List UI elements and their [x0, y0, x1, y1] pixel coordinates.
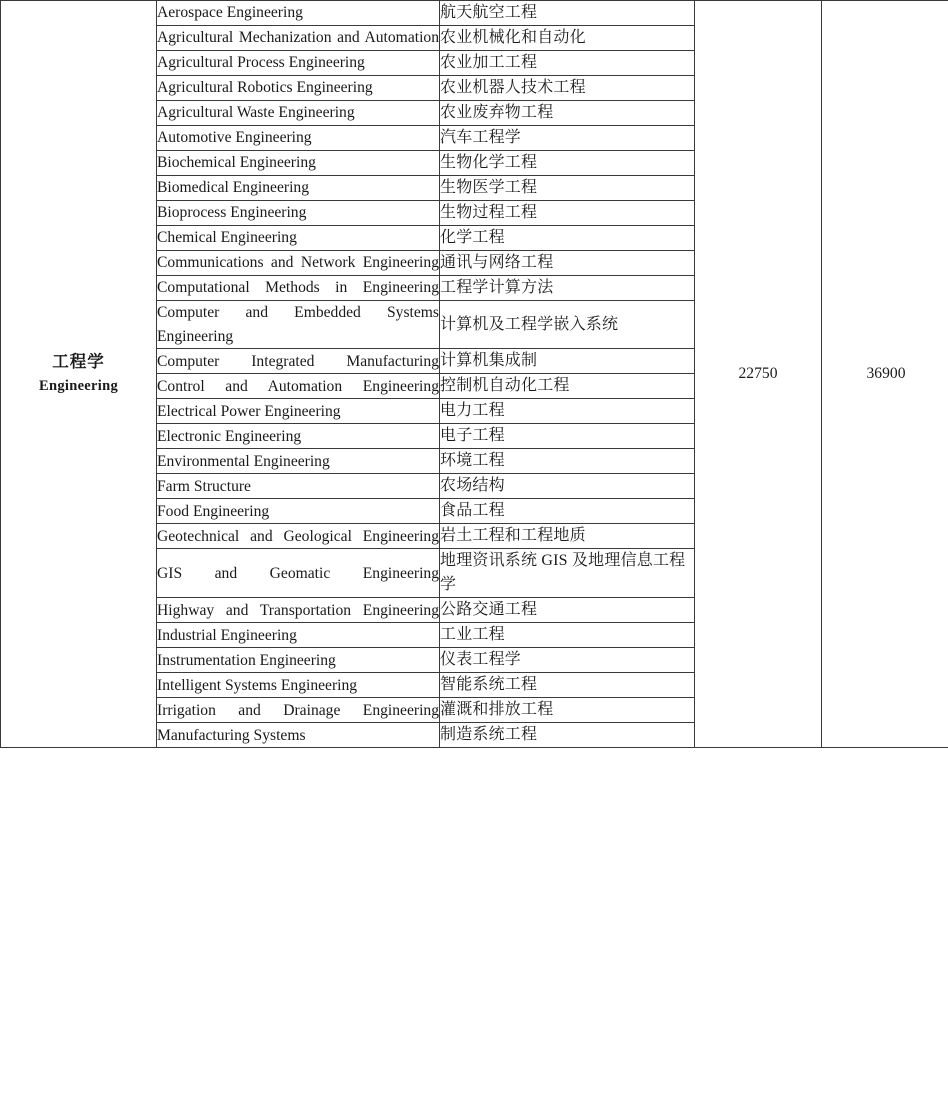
major-name-en: Irrigation and Drainage Engineering: [157, 698, 440, 723]
total-fee-value: 36900: [822, 1, 948, 748]
major-name-en: Communications and Network Engineering: [157, 251, 440, 276]
major-name-cn: 航天航空工程: [440, 1, 695, 26]
major-name-cn: 控制机自动化工程: [440, 374, 695, 399]
major-name-en: Intelligent Systems Engineering: [157, 673, 440, 698]
major-name-en: Geotechnical and Geological Engineering: [157, 524, 440, 549]
major-name-cn: 计算机及工程学嵌入系统: [440, 301, 695, 349]
major-name-cn: 电力工程: [440, 399, 695, 424]
major-name-cn: 公路交通工程: [440, 598, 695, 623]
major-name-cn: 电子工程: [440, 424, 695, 449]
major-name-en: Chemical Engineering: [157, 226, 440, 251]
major-name-cn: 环境工程: [440, 449, 695, 474]
major-name-en: Agricultural Mechanization and Automation: [157, 26, 440, 51]
major-name-en: Environmental Engineering: [157, 449, 440, 474]
major-name-en: Food Engineering: [157, 499, 440, 524]
major-name-cn: 农业机器人技术工程: [440, 76, 695, 101]
major-name-en: Manufacturing Systems: [157, 723, 440, 748]
discipline-name-cn: 工程学: [52, 352, 105, 372]
major-name-en: GIS and Geomatic Engineering: [157, 549, 440, 598]
major-name-cn: 食品工程: [440, 499, 695, 524]
major-name-en: Electronic Engineering: [157, 424, 440, 449]
major-name-cn: 农业机械化和自动化: [440, 26, 695, 51]
table-body: [1, 1, 948, 748]
major-name-en: Agricultural Waste Engineering: [157, 101, 440, 126]
major-name-en: Biochemical Engineering: [157, 151, 440, 176]
major-name-cn: 灌溉和排放工程: [440, 698, 695, 723]
major-name-en: Industrial Engineering: [157, 623, 440, 648]
major-name-en: Highway and Transportation Engineering: [157, 598, 440, 623]
major-name-en: Computer Integrated Manufacturing: [157, 349, 440, 374]
major-name-cn: 通讯与网络工程: [440, 251, 695, 276]
major-name-en: Agricultural Robotics Engineering: [157, 76, 440, 101]
major-name-cn: 地理资讯系统 GIS 及地理信息工程学: [440, 549, 695, 598]
major-name-cn: 工业工程: [440, 623, 695, 648]
discipline-cell: [1, 1, 157, 748]
major-name-en: Computer and Embedded Systems Engineering: [157, 301, 440, 349]
tuition-fee-value: 22750: [695, 1, 822, 748]
major-name-en: Aerospace Engineering: [157, 1, 440, 26]
major-name-cn: 制造系统工程: [440, 723, 695, 748]
major-name-cn: 仪表工程学: [440, 648, 695, 673]
major-name-en: Farm Structure: [157, 474, 440, 499]
major-name-cn: 农业加工工程: [440, 51, 695, 76]
major-name-cn: 生物医学工程: [440, 176, 695, 201]
major-name-cn: 计算机集成制: [440, 349, 695, 374]
discipline-name-en: Engineering: [38, 377, 119, 394]
major-name-en: Control and Automation Engineering: [157, 374, 440, 399]
major-name-cn: 工程学计算方法: [440, 276, 695, 301]
major-name-cn: 岩土工程和工程地质: [440, 524, 695, 549]
major-name-cn: 智能系统工程: [440, 673, 695, 698]
major-name-en: Bioprocess Engineering: [157, 201, 440, 226]
major-name-en: Electrical Power Engineering: [157, 399, 440, 424]
major-name-en: Computational Methods in Engineering: [157, 276, 440, 301]
major-name-en: Automotive Engineering: [157, 126, 440, 151]
major-name-cn: 生物过程工程: [440, 201, 695, 226]
table-row: [1, 1, 948, 26]
major-name-en: Agricultural Process Engineering: [157, 51, 440, 76]
major-name-en: Biomedical Engineering: [157, 176, 440, 201]
major-name-cn: 化学工程: [440, 226, 695, 251]
major-name-cn: 农场结构: [440, 474, 695, 499]
major-name-en: Instrumentation Engineering: [157, 648, 440, 673]
major-name-cn: 汽车工程学: [440, 126, 695, 151]
major-name-cn: 生物化学工程: [440, 151, 695, 176]
major-name-cn: 农业废弃物工程: [440, 101, 695, 126]
